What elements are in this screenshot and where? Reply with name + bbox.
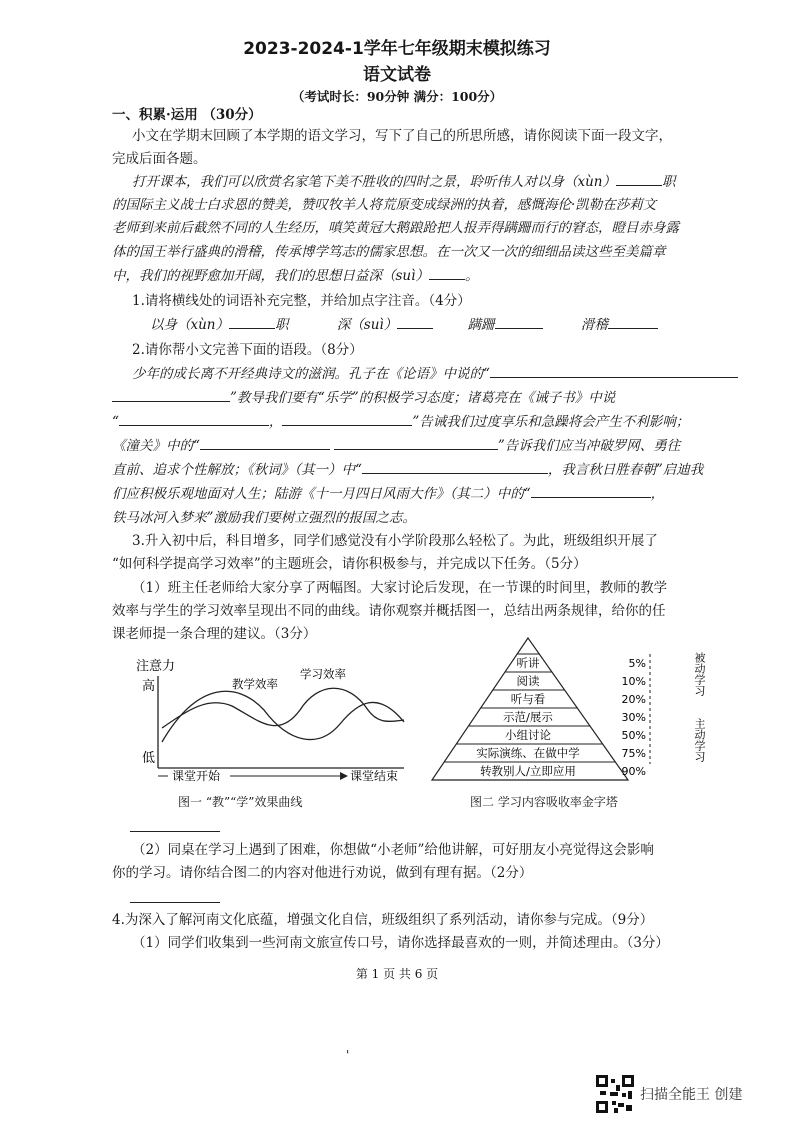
q2-line-4: 《潼关》中的“ ”告诉我们应当冲破罗网、勇往 <box>112 438 681 454</box>
q2-line-5: 直前、追求个性解放；《秋词》（其一）中“ ，我言秋日胜春朝”启迪我 <box>112 462 704 478</box>
fig1-teaching-label: 教学效率 <box>232 677 278 691</box>
pyramid-tier-percent: 50% <box>621 728 646 742</box>
pyramid-tier-percent: 20% <box>621 692 646 706</box>
q3-sub2-line-2: 你的学习。请你结合图二的内容对他进行劝说，做到有理有据。（2分） <box>112 865 533 881</box>
fig1-arrow-head <box>340 772 348 780</box>
fig1-class-start: 课堂开始 <box>172 769 221 783</box>
pyramid-tier-label: 小组讨论 <box>505 727 551 742</box>
passage-line-3: 老师到来前后截然不同的人生经历，嗔笑黄冠大鹅踉跄把人报弄得蹒跚而行的窘态，瞪目赤身露 <box>112 220 679 236</box>
stray-mark: ' <box>346 1048 350 1062</box>
q2-line-1: 少年的成长离不开经典诗文的滋润。孔子在《论语》中说的“ <box>132 365 722 383</box>
pyramid-tier-percent: 30% <box>621 710 646 724</box>
pyramid-tier-label: 阅读 <box>516 673 540 688</box>
answer-line-2 <box>130 902 220 903</box>
scanner-watermark: 扫描全能王 创建 <box>640 1087 743 1103</box>
passive-learning-label: 被动学习 <box>662 652 706 665</box>
passage-line-5: 中，我们的视野愈加开阔，我们的思想日益深（suì） 。 <box>112 268 479 284</box>
figure-1-caption: 图一 “教”“学”效果曲线 <box>178 795 303 809</box>
q4-line-1: 4.为深入了解河南文化底蕴，增强文化自信，班级组织了系列活动，请你参与完成。（9分） <box>112 912 654 928</box>
question-2: 2.请你帮小文完善下面的语段。（8分） <box>132 342 363 358</box>
pyramid-tier-label: 听讲 <box>516 655 540 670</box>
q3-sub2-line-1: （2）同桌在学习上遇到了困难，你想做“小老师”给他讲解，可好朋友小亮觉得这会影响 <box>132 842 654 858</box>
qr-code-icon <box>596 1075 634 1113</box>
intro-line-2: 完成后面各题。 <box>112 151 207 167</box>
pyramid-tier-label: 听与看 <box>510 691 546 706</box>
q4-line-2: （1）同学们收集到一些河南文旅宣传口号，请你选择最喜欢的一则，并简述理由。（3分） <box>132 935 669 951</box>
page-number: 第 1 页 共 6 页 <box>355 967 439 981</box>
pyramid-tier-percent: 5% <box>628 656 646 670</box>
figure-1-efficiency-curves <box>128 650 418 786</box>
passage-line-1: 打开课本，我们可以欣赏名家笔下美不胜收的四时之景，聆听伟人对以身（xùn） 职 <box>132 174 676 190</box>
question-1: 1.请将横线处的词语补充完整，并给加点字注音。（4分） <box>132 293 471 309</box>
passage-line-4: 体的国王举行盛典的滑稽，传承博学笃志的儒家思想。在一次又一次的细细品读这些至美篇章 <box>112 244 666 260</box>
section-heading: 一、积累·运用 （30分） <box>112 107 262 123</box>
answer-line-1 <box>130 831 220 832</box>
exam-info: （考试时长：90分钟 满分：100分） <box>291 89 503 104</box>
pyramid-tier-label: 示范/展示 <box>503 709 553 724</box>
q2-line-7: 铁马冰河入梦来”激励我们要树立强烈的报国之志。 <box>112 510 416 526</box>
fig1-high-label: 高 <box>142 679 156 694</box>
q3-sub1-line-3: 课老师提一条合理的建议。（3分） <box>112 626 317 642</box>
passage-line-2: 的国际主义战士白求恩的赞美，赞叹牧羊人将荒原变成绿洲的执着，感慨海伦·凯勒在莎莉文 <box>112 197 657 213</box>
pyramid-tier-label: 转教别人/立即应用 <box>480 763 576 778</box>
fig1-learning-label: 学习效率 <box>300 667 346 681</box>
pyramid-tier-percent: 75% <box>621 746 646 760</box>
fig1-curve-learning <box>162 688 404 728</box>
fig1-low-label: 低 <box>142 751 156 766</box>
pyramid-tier-percent: 10% <box>621 674 646 688</box>
figure-2-learning-pyramid <box>418 628 706 786</box>
q3-sub1-line-1: （1）班主任老师给大家分享了两幅图。大家讨论后发现，在一节课的时间里，教师的教学 <box>132 580 668 596</box>
pyramid-tier-percent: 90% <box>621 764 646 778</box>
q2-line-3: “ ， ”告诫我们过度享乐和急躁将会产生不利影响； <box>112 414 690 430</box>
intro-line-1: 小文在学期末回顾了本学期的语文学习，写下了自己的所思所感，请你阅读下面一段文字， <box>132 128 672 144</box>
fig1-class-end: 课堂结束 <box>350 769 399 783</box>
q3-sub1-line-2: 效率与学生的学习效率呈现出不同的曲线。请你观察并概括图一，总结出两条规律，给你的任 <box>112 603 666 619</box>
q3-line-1: 3.升入初中后，科目增多，同学们感觉没有小学阶段那么轻松了。为此，班级组织开展了 <box>132 533 658 549</box>
figure-2-caption: 图二 学习内容吸收率金字塔 <box>470 795 618 809</box>
active-learning-label: 主动学习 <box>662 718 706 731</box>
exam-title: 2023-2024-1学年七年级期末模拟练习 <box>243 39 551 59</box>
fig1-curve-teaching <box>162 691 404 742</box>
q2-line-6: 们应积极乐观地面对人生；陆游《十一月四日风雨大作》（其二）中的“ ， <box>112 486 665 502</box>
pyramid-tier-label: 实际演练、在做中学 <box>476 745 580 760</box>
question-1-items: 以身（xùn） 职 深（suì） 蹒跚 滑稽 <box>150 316 740 334</box>
fig1-ylabel: 注意力 <box>136 659 176 674</box>
q2-line-2: ”教导我们要有“乐学”的积极学习态度；诸葛亮在《诫子书》中说 <box>112 389 702 407</box>
q3-line-2: “如何科学提高学习效率”的主题班会，请你积极参与，并完成以下任务。（5分） <box>112 556 587 572</box>
paper-subject-title: 语文试卷 <box>363 65 431 85</box>
